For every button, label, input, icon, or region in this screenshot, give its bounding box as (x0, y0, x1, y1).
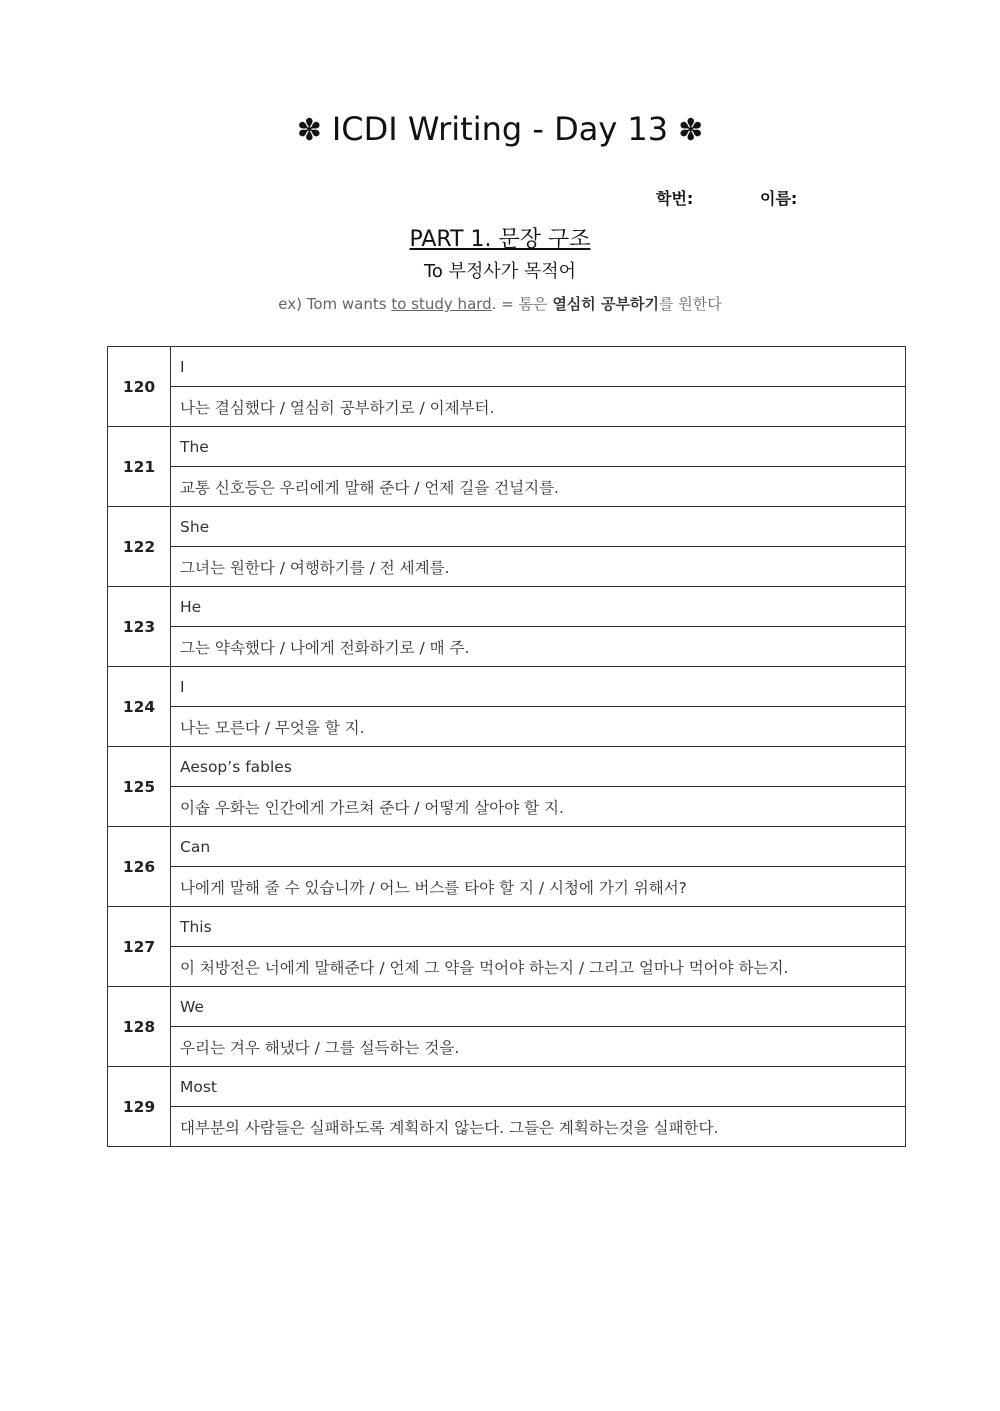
exercise-row (108, 587, 906, 627)
exercise-number: 122 (108, 507, 171, 587)
name-label: 이름: (760, 189, 798, 208)
example-sentence (0, 293, 1000, 314)
exercise-prompt-row (108, 387, 906, 427)
sentence-start[interactable]: Can (171, 827, 906, 867)
sentence-start[interactable]: He (171, 587, 906, 627)
exercise-prompt-row (108, 1107, 906, 1147)
sentence-start[interactable]: We (171, 987, 906, 1027)
exercise-number: 123 (108, 587, 171, 667)
exercise-row (108, 507, 906, 547)
exercise-prompt-row (108, 787, 906, 827)
korean-prompt: 대부분의 사람들은 실패하도록 계획하지 않는다. 그들은 계획하는것을 실패한다. (171, 1107, 906, 1147)
exercise-prompt-row (108, 467, 906, 507)
korean-prompt: 이솝 우화는 인간에게 가르쳐 준다 / 어떻게 살아야 할 지. (171, 787, 906, 827)
exercise-number: 121 (108, 427, 171, 507)
exercise-number: 125 (108, 747, 171, 827)
sentence-start[interactable]: Aesop’s fables (171, 747, 906, 787)
exercise-row (108, 827, 906, 867)
exercise-prompt-row (108, 707, 906, 747)
exercise-number: 129 (108, 1067, 171, 1147)
example-bold: 열심히 공부하기 (552, 295, 659, 313)
exercise-row (108, 747, 906, 787)
example-suffix: 를 원한다 (658, 295, 722, 313)
exercise-prompt-row (108, 867, 906, 907)
example-prefix: ex) Tom wants (278, 295, 392, 313)
exercise-row (108, 347, 906, 387)
sentence-start[interactable]: Most (171, 1067, 906, 1107)
sentence-start[interactable]: She (171, 507, 906, 547)
korean-prompt: 그는 약속했다 / 나에게 전화하기로 / 매 주. (171, 627, 906, 667)
korean-prompt: 교통 신호등은 우리에게 말해 준다 / 언제 길을 건널지를. (171, 467, 906, 507)
sentence-start[interactable]: I (171, 667, 906, 707)
exercise-prompt-row (108, 947, 906, 987)
exercise-row (108, 907, 906, 947)
exercise-table (107, 346, 906, 1147)
worksheet-title (0, 110, 1000, 148)
student-info (656, 186, 797, 209)
sentence-start[interactable]: This (171, 907, 906, 947)
exercise-number: 126 (108, 827, 171, 907)
part-subtitle: To 부정사가 목적어 (423, 261, 577, 282)
korean-prompt: 나에게 말해 줄 수 있습니까 / 어느 버스를 타야 할 지 / 시청에 가기 위해서? (171, 867, 906, 907)
exercise-prompt-row (108, 627, 906, 667)
exercise-prompt-row (108, 1027, 906, 1067)
student-id-label: 학번: (656, 189, 694, 208)
korean-prompt: 나는 모른다 / 무엇을 할 지. (171, 707, 906, 747)
korean-prompt: 우리는 겨우 해냈다 / 그를 설득하는 것을. (171, 1027, 906, 1067)
title-text: ICDI Writing - Day 13 (331, 110, 669, 148)
korean-prompt: 이 처방전은 너에게 말해준다 / 언제 그 약을 먹어야 하는지 / 그리고 얼마나 먹어야 하는지. (171, 947, 906, 987)
example-middle: . = 톰은 (491, 295, 553, 313)
sentence-start[interactable]: I (171, 347, 906, 387)
exercise-prompt-row (108, 547, 906, 587)
exercise-number: 120 (108, 347, 171, 427)
example-underlined: to study hard (391, 295, 492, 313)
exercise-row (108, 667, 906, 707)
part-title: PART 1. 문장 구조 (409, 227, 591, 252)
exercise-row (108, 427, 906, 467)
flower-icon: ✽ (296, 113, 322, 148)
flower-icon: ✽ (678, 113, 704, 148)
exercise-number: 128 (108, 987, 171, 1067)
exercise-number: 124 (108, 667, 171, 747)
korean-prompt: 그녀는 원한다 / 여행하기를 / 전 세계를. (171, 547, 906, 587)
exercise-number: 127 (108, 907, 171, 987)
exercise-row (108, 987, 906, 1027)
exercise-row (108, 1067, 906, 1107)
sentence-start[interactable]: The (171, 427, 906, 467)
korean-prompt: 나는 결심했다 / 열심히 공부하기로 / 이제부터. (171, 387, 906, 427)
